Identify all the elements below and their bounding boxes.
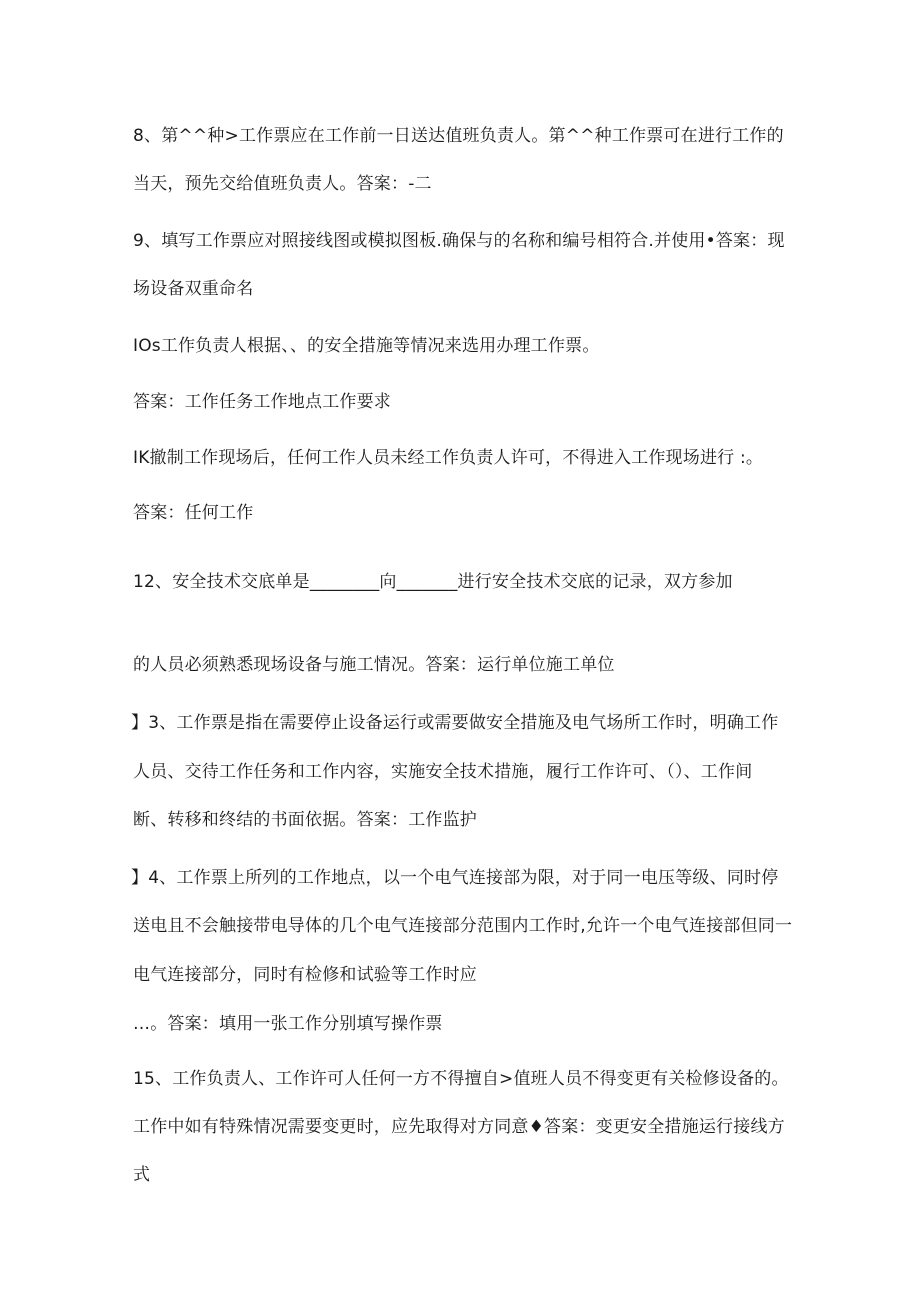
text-line-q14-b: 送电且不会触接带电导体的几个电气连接部分范围内工作时,允许一个电气连接部但同一 [133, 916, 793, 936]
text-line-q15-b: 工作中如有特殊情况需要变更时，应先取得对方同意♦答案：变更安全措施运行接线方 [133, 1117, 785, 1137]
text-line-q15-c: 式 [133, 1165, 151, 1185]
text-line-q8-a: 8、第^^种>工作票应在工作前一日送达值班负责人。第^^种工作票可在进行工作的 [133, 126, 784, 146]
text-line-q9-a: 9、填写工作票应对照接线图或模拟图板.确保与的名称和编号相符合.并使用•答案：现 [133, 231, 785, 251]
text-line-q9-b: 场设备双重命名 [133, 279, 254, 299]
text-line-q12-b: 的人员必须熟悉现场设备与施工情况。答案：运行单位施工单位 [133, 655, 615, 675]
text-line-q14-a: 】4、工作票上所列的工作地点，以一个电气连接部为限，对于同一电压等级、同时停 [131, 868, 779, 888]
text-line-q14-c: 电气连接部分，同时有检修和试验等工作时应 [133, 965, 477, 985]
text-line-q15-a: 15、工作负责人、工作许可人任何一方不得擅自>值班人员不得变更有关检修设备的。 [133, 1069, 789, 1089]
text-line-q11-b: 答案：任何工作 [133, 503, 254, 523]
text-line-q8-b: 当天，预先交给值班负责人。答案：-二 [133, 174, 432, 194]
text-line-q10-a: IOs工作负责人根据、、的安全措施等情况来选用办理工作票。 [133, 336, 600, 356]
text-line-q11-a: IK撤制工作现场后，任何工作人员未经工作负责人许可，不得进入工作现场进行 :。 [133, 448, 764, 468]
text-line-q13-c: 断、转移和终结的书面依据。答案：工作监护 [133, 810, 477, 830]
text-line-q13-a: 】3、工作票是指在需要停止设备运行或需要做安全措施及电气场所工作时，明确工作 [131, 713, 779, 733]
text-line-q10-b: 答案：工作任务工作地点工作要求 [133, 392, 391, 412]
text-line-q12-a: 12、安全技术交底单是________向_______进行安全技术交底的记录，双方参加 [133, 572, 733, 592]
text-line-q13-b: 人员、交待工作任务和工作内容，实施安全技术措施，履行工作许可、（）、工作间 [133, 762, 753, 782]
text-line-q14-d: …。答案：填用一张工作分别填写操作票 [133, 1014, 443, 1034]
